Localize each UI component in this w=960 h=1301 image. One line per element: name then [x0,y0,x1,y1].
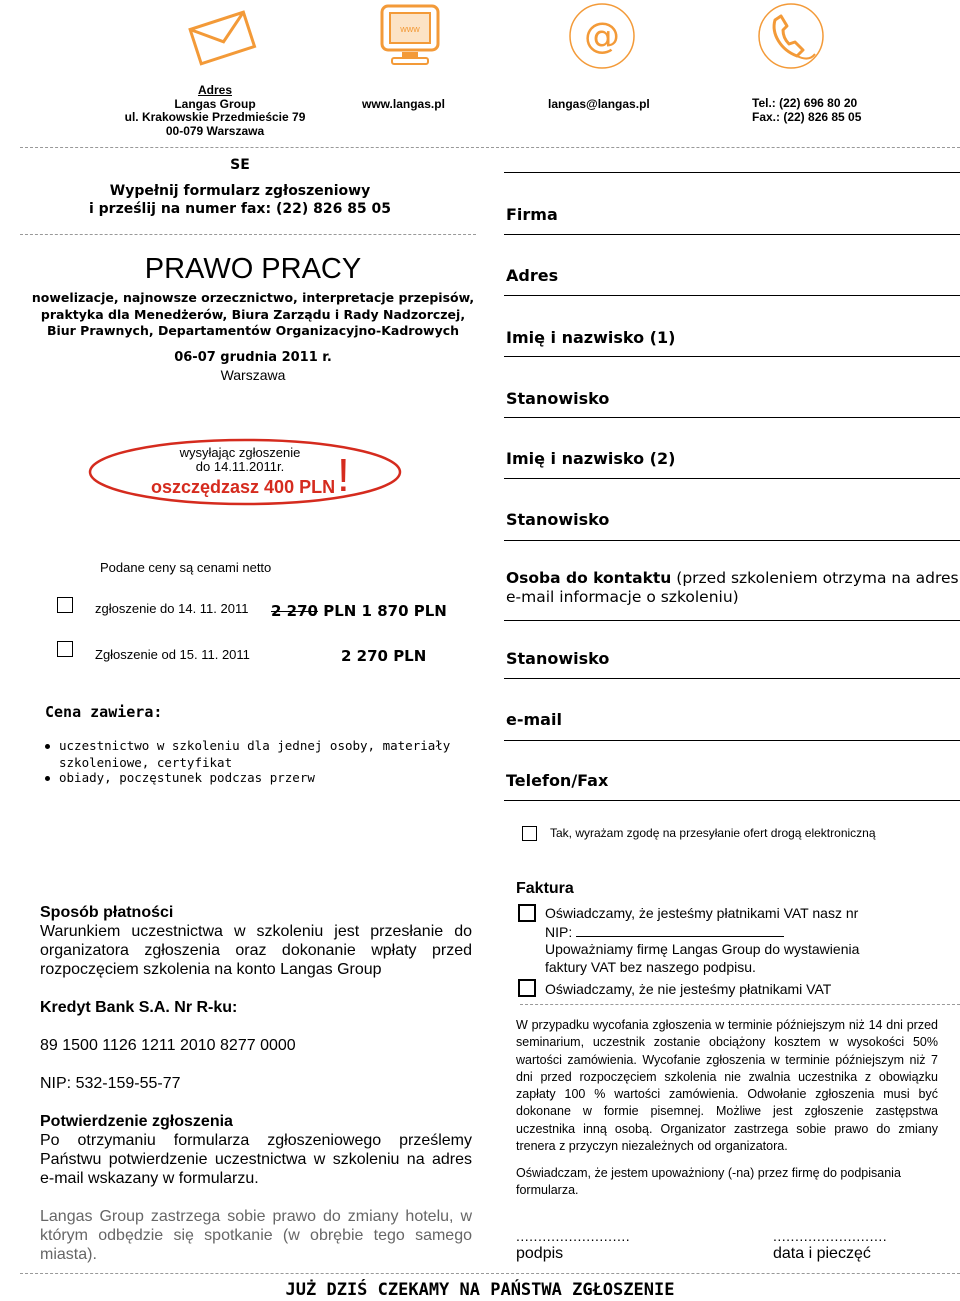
se-label: SE [230,157,250,173]
promo-text [140,446,340,474]
postal-city: 00-079 Warszawa [165,123,265,138]
vat-payer-block [545,905,859,976]
confirmation-text: Po otrzymaniu formularza zgłoszeniowego prześlemy Państwu potwierdzenie uczestnictwa w szkoleniu na adres e-mail wskazany w formularzu. [40,1132,472,1187]
header-address [100,84,330,138]
phone-fax-field[interactable]: Telefon/Fax [506,771,609,790]
cancellation-terms: W przypadku wycofania zgłoszenia w terminie późniejszym niż 14 dni przed seminarium, uczestnik zostanie obciążony kosztem w wysokości 50% wartości zamówienia. Wycofanie zgłoszenia w terminie późniejszym niż 7 dni przed rozpoczęciem szkolenia nie zwalnia uczestnika z obowiązku zapłaty 100 % wartości zamówienia. Odwołanie zgłoszenia musi być dokonane w formie pisemnej. Możliwe jest zgłoszenie zastępstwa uczestnika inną osobą. Organizator zastrzega sobie prawo do zmiany trenera z przyczyn niezależnych od organizatora. [516,1018,938,1154]
date-stamp-field[interactable]: data i pieczęć [773,1245,871,1262]
payment-section [40,903,472,1264]
early-old-price: 2 270 [271,602,318,620]
bank-name: Kredyt Bank S.A. Nr R-ku: [40,999,238,1016]
street: ul. Krakowskie Przedmieście 79 [124,110,306,124]
reservation-text: Langas Group zastrzega sobie prawo do zmiany hotelu, w którym odbędzie się spotkanie (w obrębie tego samego miasta). [40,1208,472,1263]
footer-cta: JUŻ DZIŚ CZEKAMY NA PAŃSTWA ZGŁOSZENIE [285,1280,675,1300]
company-nip: NIP: 532-159-55-77 [40,1075,181,1092]
person-1-field[interactable]: Imię i nazwisko (1) [506,328,676,347]
stamp-dots: .......................... [773,1228,888,1244]
early-new-price: PLN 1 870 PLN [323,602,447,620]
send-line-2: i prześlij na numer fax: (22) 826 85 05 [88,201,392,217]
consent-label: Tak, wyrażam zgodę na przesyłanie ofert drogą elektroniczną [550,826,876,840]
authorization-line-1: Upoważniamy firmę Langas Group do wystawienia [545,941,860,957]
contact-label: Osoba do kontaktu [506,569,672,587]
form-line [504,620,960,621]
event-subtitle [0,290,506,340]
invoice-divider [520,1004,960,1005]
contact-note: (przed szkoleniem otrzyma na adres [671,569,959,587]
includes-item-1-line-1: uczestnictwo w szkoleniu dla jednej osoby, materiały [59,738,451,753]
subtitle-line-3: Biur Prawnych, Departamentów Organizacyjno-Kadrowych [46,323,460,338]
phone-fax [752,97,861,124]
signature-field[interactable]: podpis [516,1245,564,1262]
early-price-value [271,602,447,620]
contact-note-line-2: e-mail informacje o szkoleniu) [506,588,739,606]
early-price-checkbox[interactable] [57,597,73,613]
svg-text:www: www [400,24,420,34]
form-line [504,540,960,541]
position-2-field[interactable]: Stanowisko [506,510,610,529]
authorization-statement: Oświadczam, że jestem upoważniony (-na) przez firmę do podpisania formularza. [516,1166,901,1198]
fax-number: Fax.: (22) 826 85 05 [752,109,862,124]
vat-payer-label: Oświadczamy, że jesteśmy płatnikami VAT nasz nr [545,905,859,921]
non-vat-payer-label: Oświadczamy, że nie jesteśmy płatnikami VAT [545,981,832,997]
envelope-icon [184,0,260,74]
phone-number: Tel.: (22) 696 80 20 [752,96,858,110]
signature-dots: .......................... [516,1228,631,1244]
promo-exclamation: ! [337,449,350,501]
event-city: Warszawa [220,367,286,383]
form-line [504,295,960,296]
bullet [45,744,50,749]
vat-payer-checkbox[interactable] [518,904,536,922]
promo-line-1: wysyłając zgłoszenie [179,445,301,460]
consent-checkbox[interactable] [522,826,537,841]
form-line [504,800,960,801]
adres-field[interactable]: Adres [506,266,559,285]
email-link[interactable]: langas@langas.pl [548,97,650,111]
subtitle-line-1: nowelizacje, najnowsze orzecznictwo, interpretacje przepisów, [31,290,475,305]
person-2-field[interactable]: Imię i nazwisko (2) [506,449,676,468]
svg-text:@: @ [584,16,620,57]
late-price-checkbox[interactable] [57,641,73,657]
includes-item-1-line-2: szkoleniowe, certyfikat [59,754,233,770]
includes-item-1 [59,738,450,771]
includes-title: Cena zawiera: [45,703,163,721]
form-line [504,417,960,418]
form-line [504,740,960,741]
payment-text: Warunkiem uczestnictwa w szkoleniu jest przesłanie do organizatora zgłoszenia oraz dokonanie wpłaty przed rozpoczęciem szkolenia na konto Langas Group [40,923,472,978]
promo-line-2: do 14.11.2011r. [195,459,285,474]
section-divider [20,234,476,235]
monitor-icon [372,0,448,74]
promo-saving: oszczędzasz 400 PLN [151,477,336,497]
form-line [504,234,960,235]
nip-input[interactable] [576,923,784,937]
footer-divider [20,1273,960,1274]
address-label: Adres [197,83,232,97]
payment-title: Sposób płatności [40,904,174,921]
form-line-top [504,172,960,173]
bank-account: 89 1500 1126 1211 2010 8277 0000 [40,1037,296,1054]
net-price-note: Podane ceny są cenami netto [100,560,272,575]
invoice-title: Faktura [516,880,574,897]
late-price-label: Zgłoszenie od 15. 11. 2011 [95,647,250,662]
phone-icon [753,0,829,74]
confirmation-title: Potwierdzenie zgłoszenia [40,1113,233,1130]
header-divider [20,147,960,148]
at-sign-icon [564,0,640,74]
bullet [45,776,50,781]
non-vat-payer-checkbox[interactable] [518,979,536,997]
form-line [504,356,960,357]
authorization-line-2: faktury VAT bez naszego podpisu. [545,958,756,975]
event-date: 06-07 grudnia 2011 r. [174,350,332,365]
includes-item-2: obiady, poczęstunek podczas przerw [59,770,315,785]
position-3-field[interactable]: Stanowisko [506,649,610,668]
form-line [504,678,960,679]
contact-person-field[interactable] [506,569,959,607]
early-price-label: zgłoszenie do 14. 11. 2011 [95,601,249,616]
event-title: PRAWO PRACY [144,253,362,285]
send-instructions [0,182,480,218]
send-line-1: Wypełnij formularz zgłoszeniowy [109,183,371,199]
form-line [504,478,960,479]
subtitle-line-2: praktyka dla Menedżerów, Biura Zarządu i Rady Nadzorczej, [40,306,466,322]
nip-label: NIP: [545,923,859,942]
website-link[interactable]: www.langas.pl [362,97,445,111]
email-field[interactable]: e-mail [506,710,562,729]
firma-field[interactable]: Firma [506,205,558,224]
company-name: Langas Group [174,96,256,111]
late-price-value: 2 270 PLN [341,647,427,665]
position-1-field[interactable]: Stanowisko [506,389,610,408]
